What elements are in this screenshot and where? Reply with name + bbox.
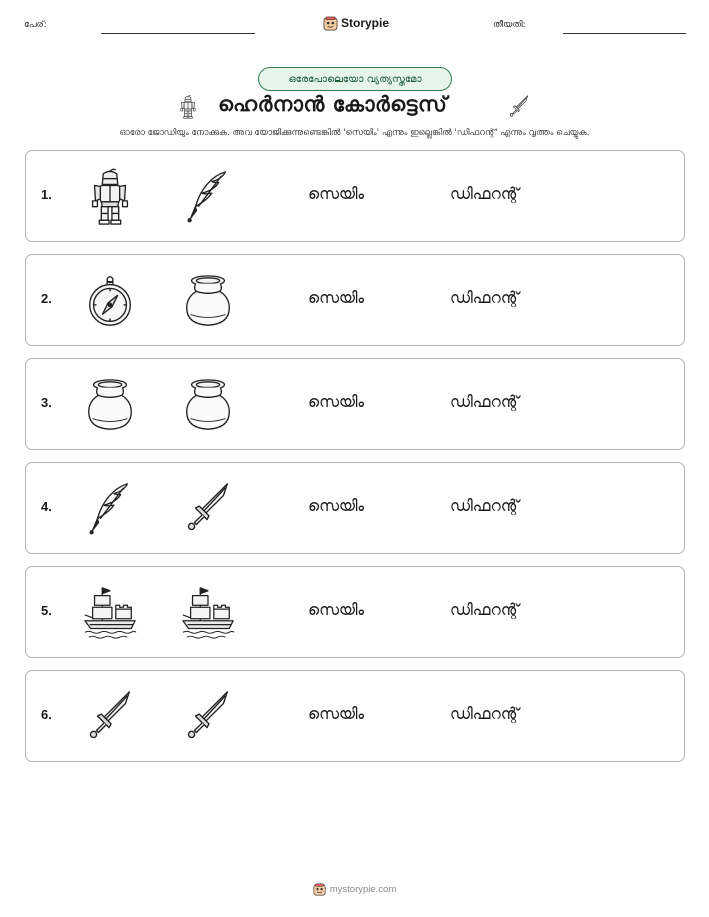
same-option[interactable]: സെയിം xyxy=(308,601,365,619)
pot-icon xyxy=(81,375,139,435)
date-write-line[interactable] xyxy=(563,33,686,34)
exercise-row xyxy=(25,254,685,346)
different-option[interactable]: ഡിഫറന്റ് xyxy=(450,705,519,723)
instructions: ഓരോ ജോഡിയും നോക്കുക. അവ യോജിക്കുന്നുണ്ടെങ്കിൽ 'സെയിം' എന്നും ഇല്ലെങ്കിൽ 'ഡിഫറന്റ്' എന്നും വൃത്തം ചെയ്യുക. xyxy=(119,128,590,138)
sword-icon xyxy=(179,687,237,747)
different-option[interactable]: ഡിഫറന്റ് xyxy=(450,289,519,307)
row-number: 6. xyxy=(41,707,52,722)
worksheet-header xyxy=(0,14,709,38)
exercise-row xyxy=(25,150,685,242)
exercise-row xyxy=(25,358,685,450)
ship-icon xyxy=(81,583,139,643)
exercise-row xyxy=(25,566,685,658)
same-option[interactable]: സെയിം xyxy=(308,393,365,411)
storypie-logo-icon xyxy=(323,16,338,31)
name-write-line[interactable] xyxy=(101,33,255,34)
pot-icon xyxy=(179,271,237,331)
brand-logo xyxy=(323,14,389,32)
sword-icon xyxy=(179,479,237,539)
row-number: 5. xyxy=(41,603,52,618)
name-label: പേര്: xyxy=(24,20,47,30)
footer-url: mystorypie.com xyxy=(329,883,397,895)
row-number: 1. xyxy=(41,187,52,202)
same-option[interactable]: സെയിം xyxy=(308,289,365,307)
date-label: തീയതി: xyxy=(493,20,526,30)
compass-icon xyxy=(81,271,139,331)
footer xyxy=(0,880,709,898)
sword-icon xyxy=(81,687,139,747)
knight-icon xyxy=(176,92,200,122)
storypie-logo-icon xyxy=(313,883,326,896)
different-option[interactable]: ഡിഫറന്റ് xyxy=(450,393,519,411)
brand-name: Storypie xyxy=(341,16,390,30)
quill-icon xyxy=(81,479,139,539)
page-title: ഹെർനാൻ കോർട്ടെസ് xyxy=(218,92,448,116)
row-number: 4. xyxy=(41,499,52,514)
same-option[interactable]: സെയിം xyxy=(308,497,365,515)
title-row xyxy=(0,90,709,122)
sword-icon xyxy=(506,92,532,122)
different-option[interactable]: ഡിഫറന്റ് xyxy=(450,185,519,203)
exercise-row xyxy=(25,670,685,762)
pot-icon xyxy=(179,375,237,435)
different-option[interactable]: ഡിഫറന്റ് xyxy=(450,497,519,515)
row-number: 2. xyxy=(41,291,52,306)
same-option[interactable]: സെയിം xyxy=(308,705,365,723)
exercise-row xyxy=(25,462,685,554)
row-number: 3. xyxy=(41,395,52,410)
same-option[interactable]: സെയിം xyxy=(308,185,365,203)
knight-icon xyxy=(81,167,139,227)
topic-badge: ഒരേപോലെയോ വ്യത്യസ്തമോ xyxy=(258,67,452,91)
quill-icon xyxy=(179,167,237,227)
ship-icon xyxy=(179,583,237,643)
different-option[interactable]: ഡിഫറന്റ് xyxy=(450,601,519,619)
